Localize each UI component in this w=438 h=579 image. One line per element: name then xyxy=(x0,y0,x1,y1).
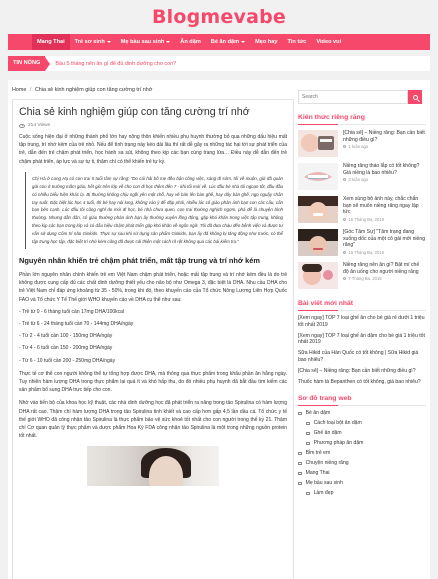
folder-icon xyxy=(298,452,302,456)
experience-item[interactable] xyxy=(298,163,426,191)
sitemap-item-label: Mẹ bầu sau sinh xyxy=(305,480,343,487)
dha-list-item: - Trẻ từ 6 - 24 tháng tuổi cần 70 - 144mg DHA/ngày xyxy=(19,320,134,327)
experience-item[interactable] xyxy=(298,262,426,290)
widget-title-recent: Bài viết mới nhất xyxy=(298,300,354,307)
sitemap-item[interactable] xyxy=(306,490,426,496)
experience-body xyxy=(343,130,426,158)
eye-icon xyxy=(19,124,25,128)
sitemap-item-label: Mang Thai xyxy=(305,470,330,477)
experience-date-text: 16 Tháng Ba, 2019 xyxy=(348,249,384,255)
sitemap-item-label: Phương pháp ăn dặm xyxy=(313,440,364,447)
sitemap-item[interactable] xyxy=(298,450,426,456)
breadcrumb xyxy=(12,87,152,93)
breadcrumb-home-link[interactable]: Home xyxy=(12,87,27,93)
site-logo[interactable]: Blogmevabe xyxy=(151,6,287,28)
chevron-down-icon xyxy=(107,41,111,43)
section-heading: Nguyên nhân khiến trẻ chậm phát triển, mất tập trung và trí nhớ kém xyxy=(19,255,260,265)
nav-item-meo-hay[interactable] xyxy=(250,34,282,50)
experience-thumbnail[interactable] xyxy=(298,262,338,289)
clock-icon xyxy=(343,145,346,148)
sitemap-item[interactable] xyxy=(298,460,426,466)
experience-date-text: 3 tuần ago xyxy=(348,177,369,183)
ticker-arrow-icon xyxy=(45,57,50,71)
folder-icon xyxy=(306,422,310,426)
nav-item-label: Trẻ sơ sinh xyxy=(74,39,105,45)
widget-title-sitemap: Sơ đồ trang web xyxy=(298,395,352,403)
experience-date xyxy=(343,250,426,255)
recent-post-link[interactable]: Sữa Hikid của Hàn Quốc có tốt không | Sữa Hikid giá bao nhiêu? xyxy=(298,350,419,363)
experience-title-link[interactable]: Niềng răng tháo lắp có tốt không? Giá niềng là bao nhiêu? xyxy=(343,163,420,176)
sitemap-item[interactable] xyxy=(306,430,426,436)
ticker-headline-link[interactable]: Bầu 5 tháng nên ăn gì để đủ dinh dưỡng cho con? xyxy=(55,60,177,67)
experience-date-text: 7 Tháng Ba, 2019 xyxy=(348,276,382,282)
article-paragraph: Phần lớn nguyên nhân chính khiến trẻ em Việt Nam chậm phát triển, hoặc mất tập trung và trí nhớ kém đều là do trẻ không được cung cấp đủ các chất dinh dưỡng thiết yếu cho não bộ như Omega 3, đặc biệt là DHA. Nhu cầu DHA cho trẻ Việt Nam chỉ đáp ứng khoảng từ 35 - 50%, trong khi đó, theo khuyến cáo của Tổ chức Nông Lương Liên Hợp Quốc FAO và Tổ chức Y Tế Thế giới WHO khuyến cáo về DHA cụ thể như sau: xyxy=(19,271,287,303)
experience-date xyxy=(343,276,426,281)
nav-item-mang-thai[interactable] xyxy=(32,34,70,50)
folder-icon xyxy=(298,472,302,476)
experience-item[interactable] xyxy=(298,130,426,158)
article-intro: Cuộc sống hiện đại ở những thành phố lớn hay nông thôn khiến nhiều phụ huynh thường bỏ qua những dấu hiệu mất tập trung, trí nhớ kém của trẻ nhỏ. Nếu để tình trạng này kéo dài lâu thì rất dễ gây ra những tác hại tới sự phát triển của trẻ, dẫn đến trẻ chậm phát triển, học hành sa sút, không theo kịp các bạn cùng trang lứa… Điều này dễ dẫn đến trẻ chậm phát triển, áp lực và sự tự ti, thậm chí có thể khiến trẻ tự kỷ. xyxy=(19,134,287,165)
dha-list-item: - Từ 6 - 10 tuổi cần 200 - 250mg DHA/ngày xyxy=(19,357,116,364)
view-count xyxy=(19,123,287,128)
folder-icon xyxy=(306,432,310,436)
breadcrumb-current: Chia sẻ kinh nghiệm giúp con tăng cường trí nhớ xyxy=(34,87,153,93)
nav-item-video-vui[interactable] xyxy=(311,34,346,50)
article-quote: Chị Hà ở Long Hạ có con trai 5 tuổi tâm sự rằng: "Do cái hải bố mẹ đều bận công việc, sáng đi sớm, tối về muộn, giờ đã quản gửi con ở trường mầm giáo, hết giờ trên lớp về cho con đi học thêm đến 7 - khi tối mới về. Lúc đầu bé nhà tôi ngoan tốt, đầu đầu có nhiều biểu hiện khác lạ. Bị thường không chịu ngồi yên một chỗ, hay vẽ bản lên bàn ghế, hay dây bản ghế, ngọ nguậy chân tay suốt. Đặc biệt lúc học 4 tuổi, thì bé hay nói lung, không vào ý để đặp phải, nhiều lúc cô giáo phản ánh bạn con các cấu, cấn bạn bên cạnh. Lúc đầu tôi cũng nghĩ do mới đi học, bé nhà chưa quen, con trai thường nghịch ngợm, phá để là chuyện bình thường. Nhưng dần dần, cô giáo thường phàn ánh bạn ấy thường xuyên lồng động, gặp khó khăn trong việc tập trung, không theo kịp các bạn trong lớp và có dấu hiệu chậm phát triển gặp khó khăn về ngôn ngữ. Tôi đã đưa cháu đến bệnh viện và được tư vấn sử dụng Cốm trí não Ginkids. Thực sự sau khi sử dụng sản phẩm Ginkids, bạn ấy đã không bị tăng động như trước, có thể tập trung học tập, đặc biệt trí nhớ kém cũng đã được cải thiện một cách rõ rệt không qua các bài kiểm tra." xyxy=(25,172,287,249)
nav-item-label: Mẹo hay xyxy=(255,39,278,45)
nav-item-label: Ăn dặm xyxy=(180,39,201,45)
widget-divider xyxy=(298,405,426,406)
experience-date xyxy=(343,217,426,222)
breaking-news-ticker xyxy=(8,56,430,71)
widget-divider xyxy=(298,310,426,311)
nav-item-label: Video vui xyxy=(316,39,342,45)
nav-item-an-dam[interactable] xyxy=(175,34,206,50)
widget-divider xyxy=(298,124,426,125)
search-button[interactable] xyxy=(408,90,422,104)
photo-face xyxy=(149,456,183,486)
sitemap-item-label: Chuyện niềng răng xyxy=(305,460,349,467)
search-form xyxy=(298,90,426,104)
experience-date-text: 16 Tháng Ba, 2019 xyxy=(348,216,384,222)
sitemap-item[interactable] xyxy=(298,470,426,476)
sitemap-item-label: Bé ăn dặm xyxy=(305,410,331,417)
sitemap-item[interactable] xyxy=(306,440,426,446)
clock-icon xyxy=(343,251,346,254)
chevron-down-icon xyxy=(166,41,170,43)
experience-title-link[interactable]: [Chia sẻ] – Niềng răng: Bạn cần biết những điều gì? xyxy=(343,130,425,143)
experience-date xyxy=(343,144,426,149)
ticker-label: TIN NÓNG xyxy=(8,56,45,71)
experience-item[interactable] xyxy=(298,229,426,257)
experience-thumbnail[interactable] xyxy=(298,163,338,190)
widget-title-experience: Kiến thức riêng răng xyxy=(298,114,365,121)
experience-date-text: 1 tuần ago xyxy=(348,144,369,150)
article-paragraph: Thực tế cơ thể con người không thể tự tổng hợp được DHA, mà thông qua thực phẩm trong khẩu phần ăn hằng ngày. Tuy nhiên hàm lượng DHA trong thực phẩm lại quá ít và khó hấp thu, do đó nhiều phụ huynh đã bắt đầu tìm kiếm các sản phẩm bổ sung DHA trực tiếp cho con. xyxy=(19,370,287,394)
article-title: Chia sẻ kinh nghiệm giúp con tăng cường trí nhớ xyxy=(19,106,250,118)
nav-item-label: Tin tức xyxy=(287,39,307,45)
nav-item-tre-so-sinh[interactable] xyxy=(70,34,116,50)
experience-title-link[interactable]: Xem sùng bộ ảnh này, chắc chắn bạn sẽ muốn niềng răng ngay lập tức xyxy=(343,196,419,216)
view-count-text: 214 Views xyxy=(28,123,51,128)
experience-thumbnail[interactable] xyxy=(298,130,338,157)
experience-thumbnail[interactable] xyxy=(298,229,338,256)
experience-body xyxy=(343,262,426,290)
experience-title-link[interactable]: [Góc Tâm Sự] "Tâm trạng đang xuống dốc của một cô gái mới niềng răng" xyxy=(343,229,426,249)
recent-post-link[interactable]: [Chia sẻ] – Niềng răng: Bạn cần biết những điều gì? xyxy=(298,367,416,374)
folder-icon xyxy=(298,412,302,416)
sitemap-item-label: Cách loại bột ăn dặm xyxy=(313,420,362,427)
dha-list-item: - Từ 4 - 6 tuổi cần 150 - 200mg DHA/ngày xyxy=(19,345,113,352)
sitemap-item-label: Bỉm trẻ em xyxy=(305,450,331,457)
dha-list-item: - Từ 2 - 4 tuổi cần 100 - 150mg DHA/ngày xyxy=(19,333,113,340)
sitemap-item[interactable] xyxy=(298,480,426,486)
sitemap-item[interactable] xyxy=(298,410,426,416)
folder-icon xyxy=(306,442,310,446)
sitemap-item-label: Ghế ăn dặm xyxy=(313,430,342,437)
sidebar xyxy=(298,90,426,496)
experience-date xyxy=(343,177,426,182)
recent-post-link[interactable]: [Xem ngay] TOP 7 loại ghế ăn cho bé giá rẻ dưới 1 triệu tốt nhất 2019 xyxy=(298,315,425,328)
main-nav xyxy=(8,34,430,50)
experience-body xyxy=(343,229,426,257)
article-photo xyxy=(87,446,219,486)
article-paragraph: Nhờ vào tiến bộ của khoa học kỹ thuật, các nhà dinh dưỡng học đã phát triển ra nâng trong tảo Spirulina có hàm lượng DHA rất cao. Thậm chí hàm lượng DHA trong tảo Spirulina tinh khiết và cao cấp hơn gấp 4,5 lần dầu cá. Tổ chức y tế thế giới WHO đã công nhận tảo Spirulina là thực phẩm bảo vệ sức khoẻ tốt nhất cho con người trong thế kỷ 21. Thậm chí Cơ quan quản lý thực phẩm và dược phẩm Hoa Kỳ FDA công nhận tảo Spirulina là một trong những nguồn protein tốt nhất. xyxy=(19,400,287,440)
recent-post-link[interactable]: Thuốc hàm tà Bepanthen có tốt không, giá bao nhiêu? xyxy=(298,378,421,385)
nav-item-tin-tuc[interactable] xyxy=(282,34,311,50)
experience-body xyxy=(343,163,426,191)
folder-icon xyxy=(306,492,310,496)
search-icon xyxy=(413,95,418,100)
experience-item[interactable] xyxy=(298,196,426,224)
nav-item-me-bau-sau-sinh[interactable] xyxy=(116,34,176,50)
dha-list-item: - Trẻ từ 0 - 6 tháng tuổi cần 17mg DHA/100kcal xyxy=(19,308,125,315)
folder-icon xyxy=(298,462,302,466)
nav-item-label: Bé ăn dặm xyxy=(210,39,240,45)
nav-item-label: Mẹ bầu sau sinh xyxy=(120,39,165,45)
sitemap-item-label: Làm đẹp xyxy=(313,490,334,497)
content-area xyxy=(8,80,430,579)
experience-title-link[interactable]: Niềng răng nên ăn gì? Bật mí chế độ ăn uống cho người niềng răng xyxy=(343,262,420,275)
article xyxy=(12,99,294,579)
experience-thumbnail[interactable] xyxy=(298,196,338,223)
chevron-down-icon xyxy=(241,41,245,43)
recent-post-link[interactable]: [Xem ngay] TOP 7 loại ghế ăn dặm cho bé giá 1 triệu tốt nhất 2019 xyxy=(298,332,425,346)
clock-icon xyxy=(343,277,346,280)
clock-icon xyxy=(343,178,346,181)
nav-item-label: Mang Thai xyxy=(37,39,65,45)
clock-icon xyxy=(343,218,346,221)
search-input[interactable] xyxy=(298,90,408,104)
nav-item-be-an-dam[interactable] xyxy=(206,34,250,50)
breadcrumb-separator: / xyxy=(29,87,32,93)
folder-icon xyxy=(298,482,302,486)
experience-body xyxy=(343,196,426,224)
sitemap-item[interactable] xyxy=(306,420,426,426)
